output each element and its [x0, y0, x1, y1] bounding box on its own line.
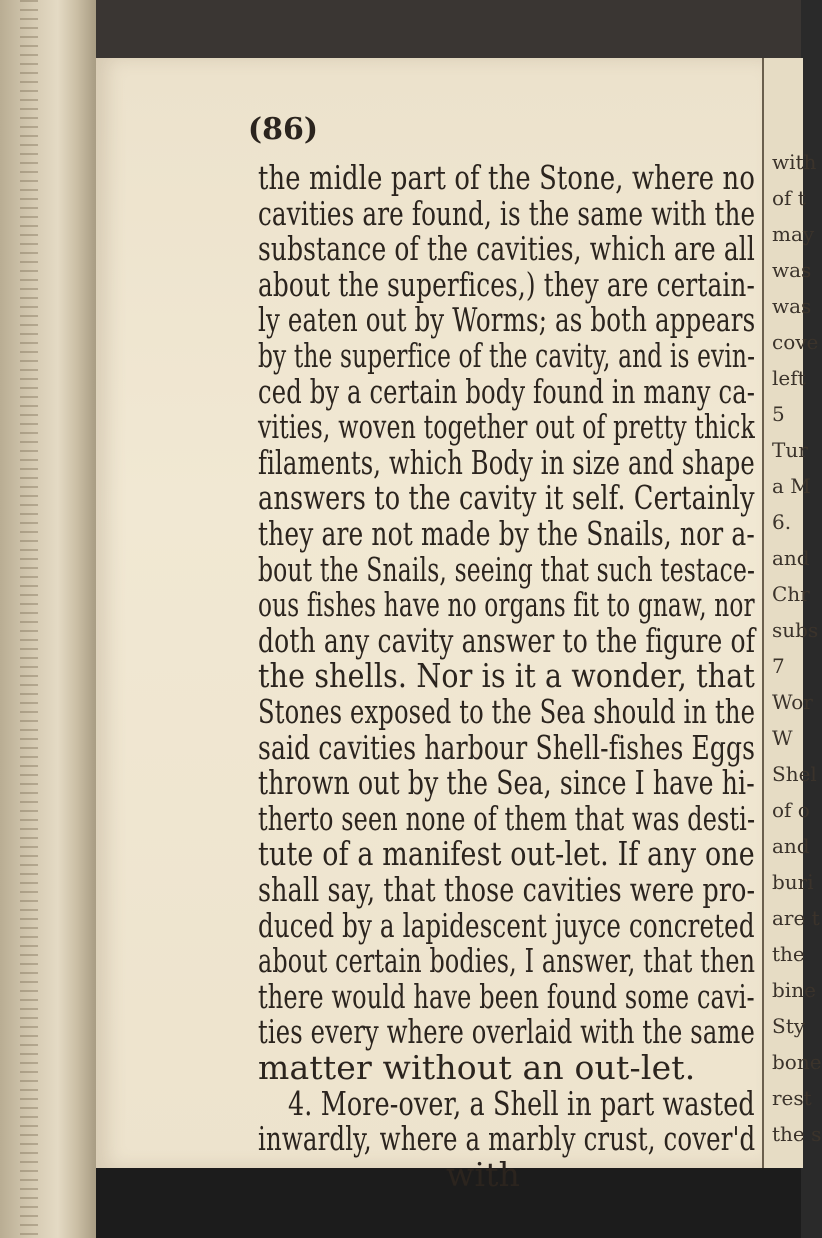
facing-page-line: Wor	[772, 690, 813, 714]
text-line: about certain bodies, I answer, that then	[258, 941, 756, 981]
facing-page-line: buri	[772, 870, 814, 894]
text-line: there would have been found some cavi-	[258, 976, 755, 1016]
text-line: duced by a lapidescent juyce concreted	[258, 905, 755, 945]
text-line: bout the Snails, seeing that such testace-	[258, 549, 756, 589]
text-line: vities, woven together out of pretty thick	[258, 407, 755, 447]
text-line: ced by a certain body found in many ca-	[258, 371, 756, 411]
facing-page-line: subs	[772, 618, 819, 642]
text-line: Stones exposed to the Sea should in the	[258, 692, 756, 731]
scan-top-margin	[96, 0, 801, 58]
text-line: answers to the cavity it self. Certainly	[258, 478, 755, 518]
facing-page-line: bine	[772, 978, 816, 1002]
text-line: they are not made by the Snails, nor a-	[258, 514, 755, 553]
facing-page-line: 6.	[772, 510, 792, 534]
text-line: filaments, which Body in size and shape	[258, 442, 755, 482]
text-line: by the superfice of the cavity, and is evin-	[258, 336, 756, 375]
facing-page-line: of t	[772, 186, 806, 210]
facing-page-line: W	[772, 726, 793, 750]
text-line: ly eaten out by Worms; as both appears	[258, 300, 756, 340]
facing-page-line: and	[772, 834, 810, 858]
text-line: said cavities harbour Shell-fishes Eggs	[258, 727, 756, 767]
facing-page-line: Tur	[772, 438, 808, 462]
page-number: (86)	[247, 112, 319, 147]
text-line: ous fishes have no organs fit to gnaw, nor	[258, 585, 755, 625]
text-line: doth any cavity answer to the figure of	[258, 620, 756, 660]
facing-page-line: was	[772, 258, 812, 282]
facing-page-fragment	[762, 58, 822, 1168]
text-line: cavities are found, is the same with the	[258, 193, 756, 233]
facing-page-line: Chr	[772, 582, 810, 606]
adjacent-page-edge	[0, 0, 96, 1238]
facing-page-line: 5	[772, 402, 785, 426]
text-line: 4. More-over, a Shell in part wasted	[288, 1083, 755, 1123]
facing-page-line: Shel	[772, 762, 817, 786]
text-line: about the superfices,) they are certain-	[258, 264, 756, 304]
facing-page-line: Sty	[772, 1014, 806, 1038]
text-line: tute of a manifest out-let. If any one	[258, 834, 755, 874]
facing-page-line: the s	[772, 1122, 822, 1146]
facing-page-line: may	[772, 222, 815, 246]
text-line: with	[446, 1154, 521, 1194]
facing-page-line: and	[772, 546, 810, 570]
text-line: shall say, that those cavities were pro-	[258, 870, 756, 909]
facing-page-line: a M	[772, 474, 811, 498]
text-line: matter without an out-let.	[258, 1048, 696, 1087]
facing-page-line: rest	[772, 1086, 812, 1110]
text-line: thrown out by the Sea, since I have hi-	[258, 763, 755, 803]
text-line: therto seen none of them that was desti-	[258, 798, 756, 838]
facing-page-line: left	[772, 366, 806, 390]
text-line: inwardly, where a marbly crust, cover'd	[258, 1119, 756, 1159]
facing-page-line: with	[772, 150, 817, 174]
text-line: ties every where overlaid with the same	[258, 1012, 755, 1052]
facing-page-line: bone	[772, 1050, 822, 1074]
text-line: the shells. Nor is it a wonder, that	[258, 656, 755, 696]
facing-page-line: the	[772, 942, 805, 966]
facing-page-line: are t	[772, 906, 820, 930]
facing-page-line: cove	[772, 330, 819, 354]
facing-page-line: 7	[772, 654, 785, 678]
facing-page-line: was	[772, 294, 812, 318]
facing-page-line: of o	[772, 798, 810, 822]
text-line: the midle part of the Stone, where no	[258, 158, 755, 197]
text-line: substance of the cavities, which are all	[258, 229, 756, 269]
